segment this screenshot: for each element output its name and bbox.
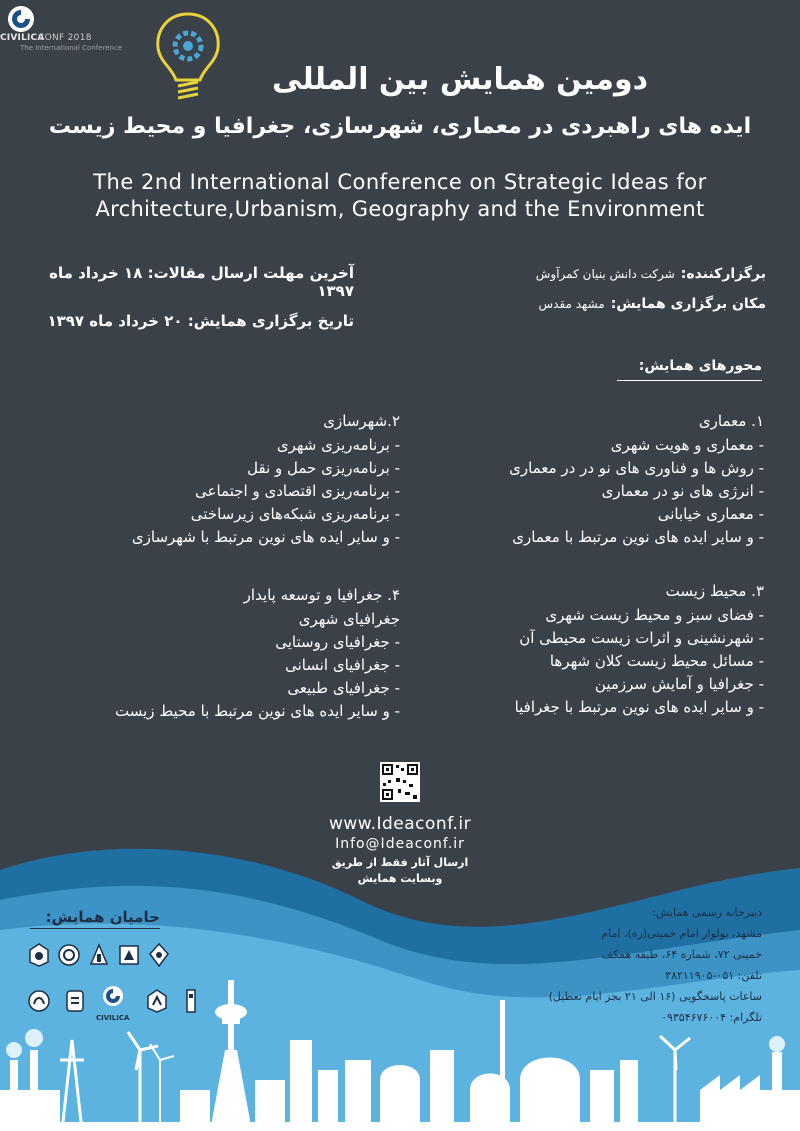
organizer-value: شرکت دانش بنیان کمرآوش	[535, 267, 675, 281]
organizer-row	[446, 266, 766, 282]
hours-line: ساعات پاسخگویی (۱۶ الی ۲۱ بجز ایام تعطیل)	[548, 990, 762, 1003]
civilica-logo-icon	[4, 4, 38, 34]
axis-group-title: ۱. معماری	[698, 412, 764, 430]
axis-item: - برنامه‌ریزی حمل و نقل	[247, 459, 400, 477]
axis-item: - جغرافیای طبیعی	[287, 679, 400, 697]
axis-group-geography	[10, 586, 400, 725]
axis-item: - جغرافیای انسانی	[285, 656, 400, 674]
axis-item: - برنامه‌ریزی اقتصادی و اجتماعی	[195, 482, 400, 500]
axis-group-urbanism	[10, 412, 400, 551]
axis-item: جغرافیای شهری	[298, 610, 400, 628]
axis-item: - جغرافیا و آمایش سرزمین	[594, 675, 764, 693]
civilica-sponsor-label: CIVILICA	[96, 1014, 130, 1022]
conf-logo-label: CONF 2018	[38, 33, 92, 43]
axis-item: - معماری خیابانی	[657, 505, 764, 523]
conference-date-text: تاریخ برگزاری همایش: ۲۰ خرداد ماه ۱۳۹۷	[47, 312, 354, 330]
axis-item: - جغرافیای روستایی	[275, 633, 400, 651]
secretariat-heading: دبیرخانه رسمی همایش:	[652, 906, 762, 919]
axis-item: - برنامه‌ریزی شبکه‌های زیرساختی	[190, 505, 400, 523]
city-skyline-illustration	[0, 940, 800, 1131]
axis-item: - شهرنشینی و اثرات زیست محیطی آن	[519, 629, 764, 647]
title-persian-line2: ایده های راهبردی در معماری، شهرسازی، جغرافیا و محیط زیست	[48, 114, 752, 139]
axis-item: - فضای سبز و محیط زیست شهری	[545, 606, 764, 624]
telegram-line: تلگرام: ۰۹۳۵۴۶۷۶۰۰۴	[661, 1011, 762, 1024]
axis-group-title: ۲.شهرسازی	[323, 412, 400, 430]
sponsors-heading: حامیان همایش:	[45, 908, 160, 926]
conf-logo-subtitle: The International Conference	[20, 44, 123, 52]
axis-item: - و سایر ایده های نوین مرتبط با جغرافیا	[514, 698, 764, 716]
qr-code-icon[interactable]	[380, 762, 420, 802]
venue-label: مکان برگزاری همایش:	[610, 296, 766, 312]
venue-value: مشهد مقدس	[538, 297, 605, 311]
venue-row	[446, 296, 766, 312]
title-english-line1: The 2nd International Conference on Strategic Ideas for	[93, 170, 707, 194]
axis-item: - و سایر ایده های نوین مرتبط با معماری	[512, 528, 764, 546]
axis-item: - برنامه‌ریزی شهری	[276, 436, 400, 454]
address-line: مشهد، بولوار امام خمینی(ره)، امام	[601, 927, 762, 940]
axis-group-environment	[394, 582, 764, 721]
axis-item: - و سایر ایده های نوین مرتبط با شهرسازی	[131, 528, 400, 546]
deadline-text: آخرین مهلت ارسال مقالات: ۱۸ خرداد ماه ۱۳۹۷	[49, 264, 354, 300]
submission-note-line1: ارسال آثار فقط از طریق	[331, 856, 469, 869]
axis-group-title: ۴. جغرافیا و توسعه پایدار	[243, 586, 400, 604]
organizer-info	[446, 266, 766, 326]
dates-info	[34, 264, 354, 342]
axes-heading-underline	[617, 380, 762, 381]
axes-heading: محورهای همایش:	[638, 358, 762, 374]
axis-item: - انرژی های نو در معماری	[601, 482, 764, 500]
title-persian-line1: دومین همایش بین المللی	[271, 62, 649, 97]
phone-line: تلفن: ۰۵۱-۳۸۲۱۱۹۰۵	[665, 969, 762, 982]
email-link[interactable]: Info@Ideaconf.ir	[335, 836, 465, 852]
title-english-line2: Architecture,Urbanism, Geography and the Environment	[95, 197, 705, 221]
address-line: خمینی ۷۲، شماره ۶۴، طبقه همکف	[601, 948, 762, 961]
axis-item: - روش ها و فناوری های نو در در معماری	[509, 459, 764, 477]
axis-group-title: ۳. محیط زیست	[665, 582, 764, 600]
website-link[interactable]: www.Ideaconf.ir	[328, 814, 472, 834]
organizer-label: برگزارکننده:	[680, 266, 766, 282]
submission-note-line2: وبسایت همایش	[357, 872, 443, 885]
axis-item: - مسائل محیط زیست کلان شهرها	[549, 652, 764, 670]
civilica-label: CIVILICA	[0, 33, 45, 43]
sponsors-heading-underline	[30, 928, 160, 929]
axis-item: - معماری و هویت شهری	[610, 436, 764, 454]
axis-item: - و سایر ایده های نوین مرتبط با محیط زیست	[115, 702, 400, 720]
axis-group-architecture	[394, 412, 764, 551]
